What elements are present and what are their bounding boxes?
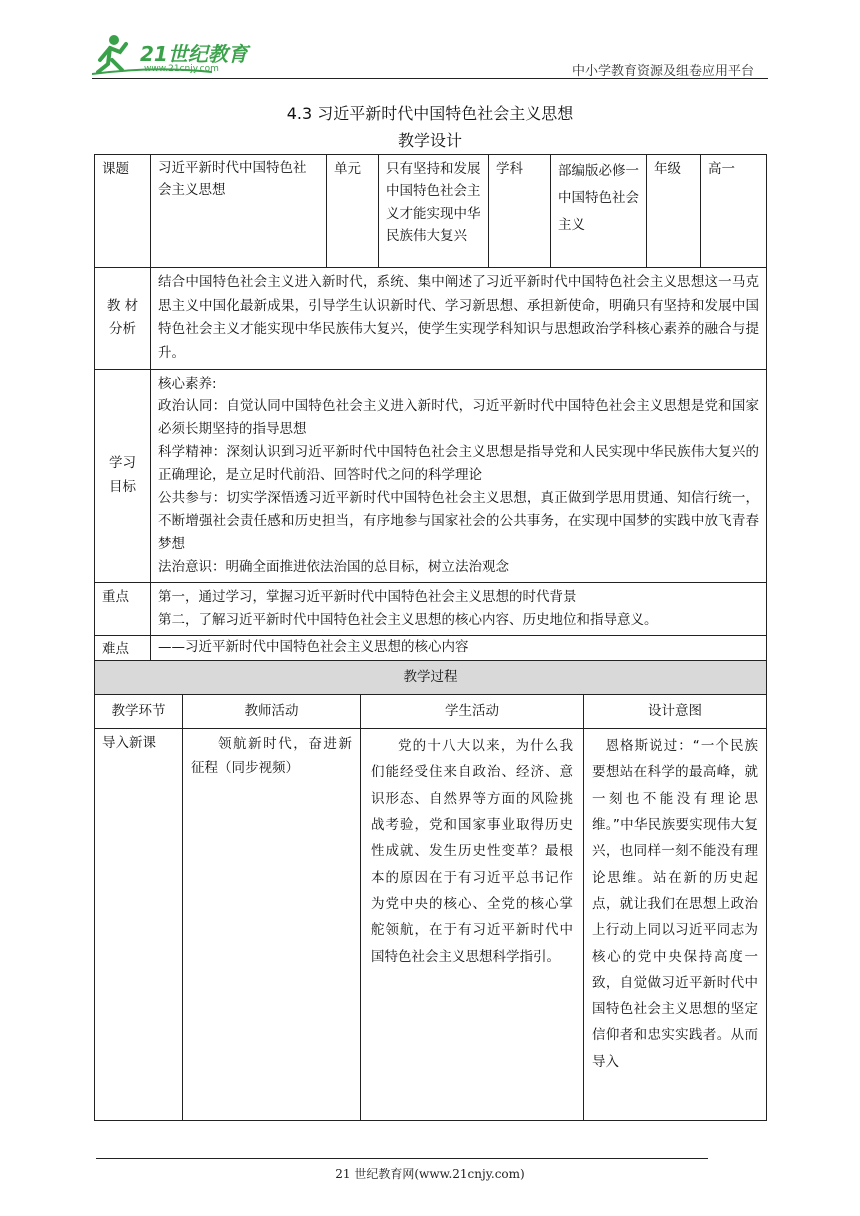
col-header-stage: 教学环节: [95, 695, 183, 729]
key-point-line: 第二，了解习近平新时代中国特色社会主义思想的核心内容、历史地位和指导意义。: [158, 611, 658, 628]
logo-url: www.21cnjy.com: [144, 64, 219, 74]
analysis-text: 结合中国特色社会主义进入新时代，系统、集中阐述了习近平新时代中国特色社会主义思想这一马克思主义中国化最新成果，引导学生认识新时代、学习新思想、承担新使命，明确只有坚持和发展中国特色社会主义才能实现中华民族伟大复兴，使学生实现学科知识与思想政治学科核心素养的融合与提升。: [151, 268, 767, 370]
col-header-teacher: 教师活动: [183, 695, 361, 729]
difficult-label: 难点: [95, 635, 151, 662]
process-header-row: [95, 695, 767, 729]
site-logo: [92, 30, 262, 78]
lesson-info-table: [94, 154, 767, 663]
goals-line: 法治意识：明确全面推进依法治国的总目标，树立法治观念: [158, 559, 509, 575]
col-header-student: 学生活动: [361, 695, 584, 729]
document-title: 4.3 习近平新时代中国特色社会主义思想: [286, 104, 574, 123]
difficult-text: ——习近平新时代中国特色社会主义思想的核心内容: [151, 635, 767, 662]
student-cell: 党的十八大以来，为什么我们能经受住来自政治、经济、意识形态、自然界等方面的风险挑战考验，党和国家事业取得历史性成就、发生历史性变革？最根本的原因在于有习近平总书记作为党中央的核心、全党的核心掌舵领航，在于有习近平新时代中国特色社会主义思想科学指引。: [361, 729, 584, 1121]
goals-line: 政治认同：自觉认同中国特色社会主义进入新时代，习近平新时代中国特色社会主义思想是党和国家必须长期坚持的指导思想: [158, 398, 759, 438]
analysis-row: [95, 268, 767, 370]
subject-label: 学科: [489, 155, 551, 268]
platform-text: 中小学教育资源及组卷应用平台: [571, 64, 754, 79]
stage-cell: 导入新课: [95, 729, 183, 1121]
goals-label: 学习 目标: [95, 369, 151, 582]
intent-cell: 恩格斯说过：“一个民族要想站在科学的最高峰，就一刻也不能没有理论思维。”中华民族要实现伟大复兴，也同样一刻不能没有理论思维。站在新的历史起点，就让我们在思想上政治上行动上同以习近平同志为核心的党中央保持高度一致，自觉做习近平新时代中国特色社会主义思想的坚定信仰者和忠实实践者。从而导入: [584, 729, 767, 1121]
difficult-row: [95, 635, 767, 662]
header-divider: [92, 78, 768, 79]
grade-label: 年级: [647, 155, 701, 268]
goals-cell: [151, 369, 767, 582]
grade-value: 高一: [701, 155, 767, 268]
goals-line: 科学精神：深刻认识到习近平新时代中国特色社会主义思想是指导党和人民实现中华民族伟大复兴的正确理论，是立足时代前沿、回答时代之问的科学理论: [158, 444, 759, 484]
unit-label: 单元: [327, 155, 379, 268]
info-row: [95, 155, 767, 268]
analysis-label: 教 材 分析: [95, 268, 151, 370]
footer-text: 21 世纪教育网(www.21cnjy.com): [335, 1167, 525, 1181]
topic-label: 课题: [95, 155, 151, 268]
key-points-cell: [151, 582, 767, 635]
document-subtitle: 教学设计: [397, 131, 462, 150]
topic-value: 习近平新时代中国特色社会主义思想: [151, 155, 327, 268]
logo-text: 21世纪教育: [140, 42, 248, 66]
goals-line: 公共参与：切实学深悟透习近平新时代中国特色社会主义思想，真正做到学思用贯通、知信行统一，不断增强社会责任感和历史担当，有序地参与国家社会的公共事务，在实现中国梦的实践中放飞青春梦想: [158, 490, 759, 553]
key-points-row: [95, 582, 767, 635]
process-heading-row: [95, 661, 767, 695]
col-header-intent: 设计意图: [584, 695, 767, 729]
teacher-cell: 领航新时代，奋进新征程（同步视频）: [183, 729, 361, 1121]
key-point-line: 第一，通过学习，掌握习近平新时代中国特色社会主义思想的时代背景: [158, 588, 577, 605]
goals-row: [95, 369, 767, 582]
subject-value: 部编版必修一中国特色社会主义: [551, 155, 647, 268]
teaching-process-table: [94, 660, 767, 1121]
footer-divider: [96, 1158, 708, 1159]
unit-value: 只有坚持和发展中国特色社会主义才能实现中华民族伟大复兴: [379, 155, 489, 268]
process-row: [95, 729, 767, 1121]
key-points-label: 重点: [95, 582, 151, 635]
process-heading: 教学过程: [95, 661, 767, 695]
goals-line: 核心素养:: [158, 375, 217, 392]
